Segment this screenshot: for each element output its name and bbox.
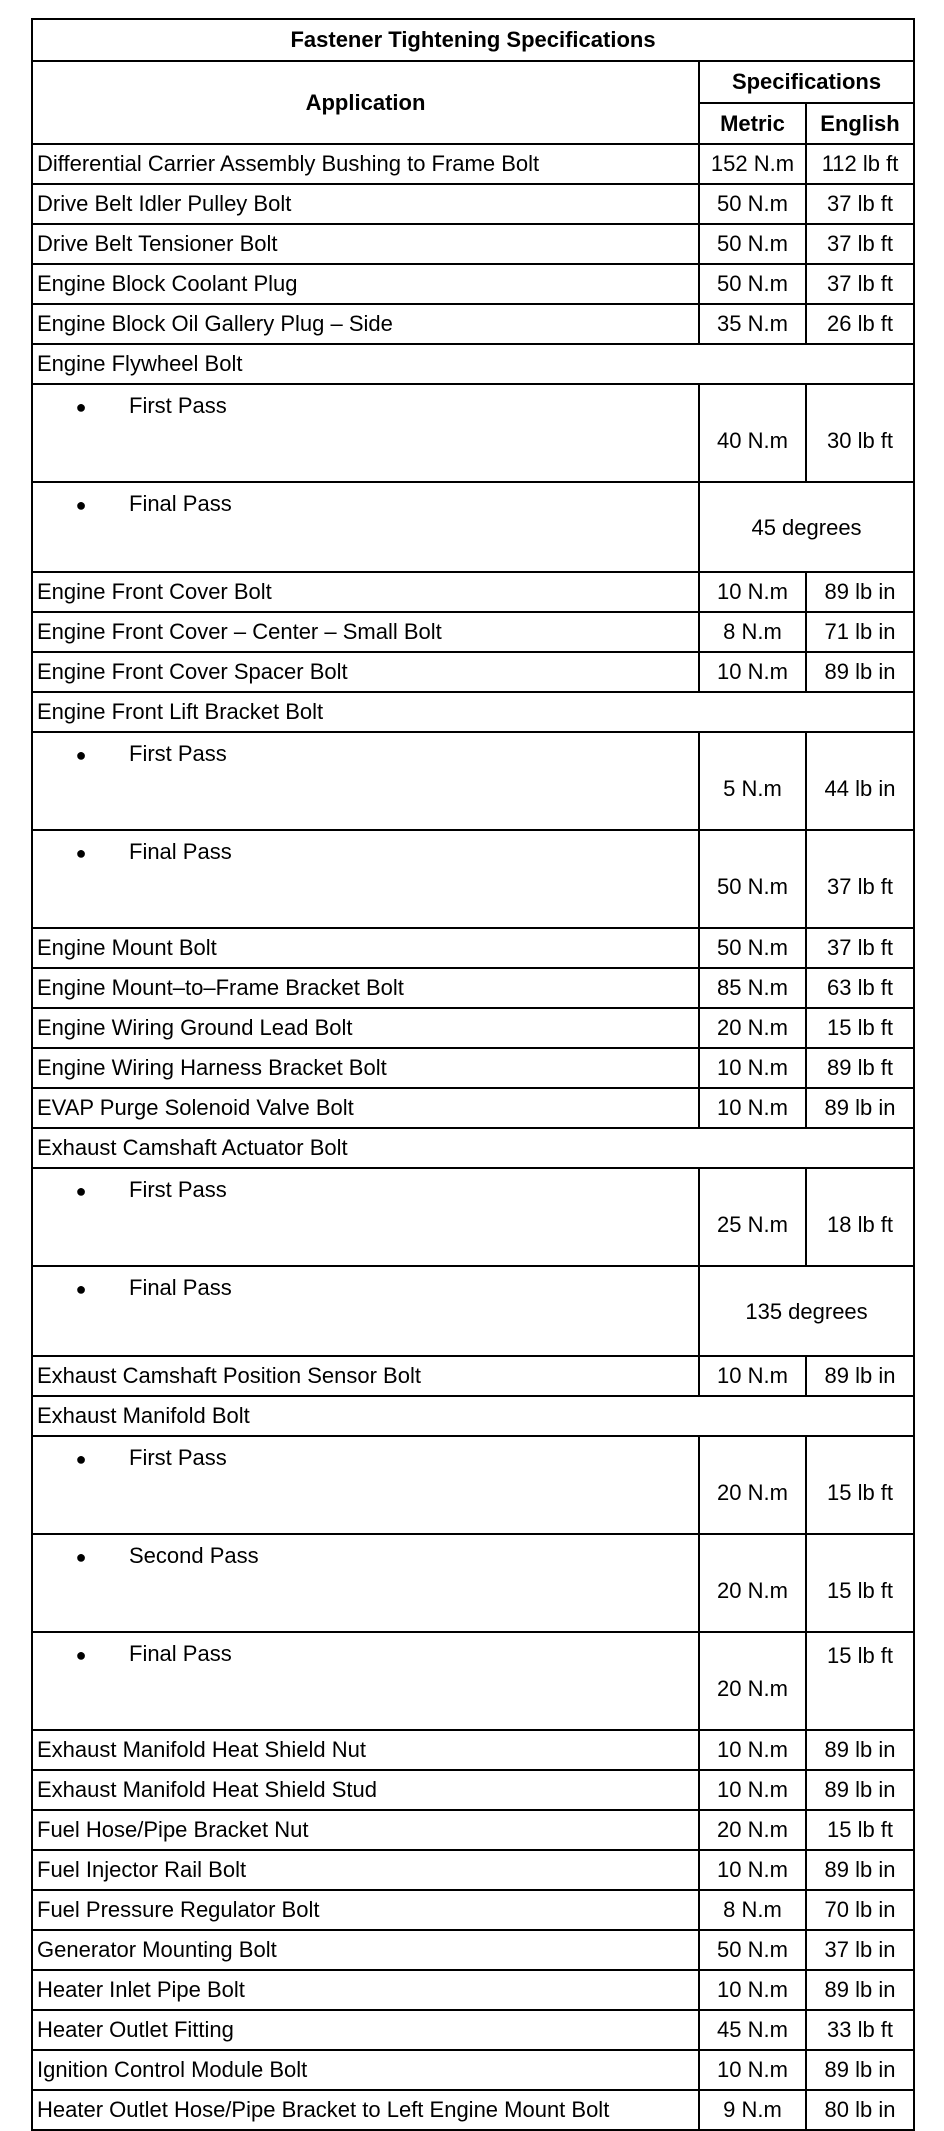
group-label: Exhaust Camshaft Actuator Bolt (32, 1128, 914, 1168)
metric-cell: 20 N.m (699, 1810, 806, 1850)
application-cell: Exhaust Camshaft Position Sensor Bolt (32, 1356, 699, 1396)
english-cell: 37 lb ft (806, 184, 914, 224)
table-row (32, 184, 914, 224)
pass-row (32, 1436, 914, 1534)
header-metric: Metric (699, 103, 806, 144)
english-cell: 18 lb ft (806, 1168, 914, 1266)
table-row (32, 144, 914, 184)
header-english: English (806, 103, 914, 144)
metric-cell: 8 N.m (699, 612, 806, 652)
english-cell: 89 lb in (806, 572, 914, 612)
table-row (32, 224, 914, 264)
english-cell: 71 lb in (806, 612, 914, 652)
bullet-icon: ● (75, 397, 87, 417)
pass-cell (32, 1168, 699, 1266)
group-label: Engine Flywheel Bolt (32, 344, 914, 384)
pass-cell (32, 732, 699, 830)
table-row (32, 928, 914, 968)
metric-cell: 9 N.m (699, 2090, 806, 2130)
metric-cell: 10 N.m (699, 2050, 806, 2090)
metric-cell: 50 N.m (699, 224, 806, 264)
table-row (32, 652, 914, 692)
pass-row (32, 732, 914, 830)
metric-cell: 5 N.m (699, 732, 806, 830)
english-cell: 33 lb ft (806, 2010, 914, 2050)
table-body (32, 144, 914, 2130)
metric-cell: 50 N.m (699, 184, 806, 224)
group-header-row (32, 1396, 914, 1436)
application-cell: Engine Mount–to–Frame Bracket Bolt (32, 968, 699, 1008)
pass-cell (32, 1266, 699, 1356)
table-row (32, 2050, 914, 2090)
english-cell: 15 lb ft (806, 1632, 914, 1730)
application-cell: Exhaust Manifold Heat Shield Stud (32, 1770, 699, 1810)
application-cell: Exhaust Manifold Heat Shield Nut (32, 1730, 699, 1770)
english-cell: 37 lb ft (806, 264, 914, 304)
application-cell: Generator Mounting Bolt (32, 1930, 699, 1970)
metric-cell: 10 N.m (699, 1356, 806, 1396)
application-cell: Engine Front Cover Spacer Bolt (32, 652, 699, 692)
pass-label: Final Pass (129, 1275, 232, 1300)
pass-label: Second Pass (129, 1543, 259, 1568)
angle-cell: 135 degrees (699, 1266, 914, 1356)
english-cell: 89 lb in (806, 1850, 914, 1890)
metric-cell: 85 N.m (699, 968, 806, 1008)
metric-cell: 10 N.m (699, 652, 806, 692)
bullet-icon: ● (75, 745, 87, 765)
pass-label: First Pass (129, 1445, 227, 1470)
pass-label: Final Pass (129, 1641, 232, 1666)
metric-cell: 20 N.m (699, 1534, 806, 1632)
table-row (32, 572, 914, 612)
metric-cell: 152 N.m (699, 144, 806, 184)
metric-cell: 50 N.m (699, 1930, 806, 1970)
table-row (32, 612, 914, 652)
metric-cell: 40 N.m (699, 384, 806, 482)
pass-row (32, 830, 914, 928)
fastener-spec-table (31, 18, 915, 2131)
bullet-icon: ● (75, 1645, 87, 1665)
english-cell: 15 lb ft (806, 1534, 914, 1632)
english-cell: 112 lb ft (806, 144, 914, 184)
english-cell: 37 lb ft (806, 830, 914, 928)
metric-cell: 10 N.m (699, 1970, 806, 2010)
english-cell: 89 lb in (806, 1730, 914, 1770)
header-application: Application (32, 61, 699, 144)
bullet-icon: ● (75, 1279, 87, 1299)
metric-cell: 20 N.m (699, 1632, 806, 1730)
group-header-row (32, 344, 914, 384)
metric-cell: 10 N.m (699, 1048, 806, 1088)
english-cell: 37 lb ft (806, 224, 914, 264)
metric-cell: 20 N.m (699, 1008, 806, 1048)
application-cell: Fuel Pressure Regulator Bolt (32, 1890, 699, 1930)
bullet-icon: ● (75, 843, 87, 863)
pass-cell (32, 482, 699, 572)
table-row (32, 1730, 914, 1770)
group-header-row (32, 1128, 914, 1168)
application-cell: Heater Outlet Fitting (32, 2010, 699, 2050)
english-cell: 37 lb in (806, 1930, 914, 1970)
english-cell: 63 lb ft (806, 968, 914, 1008)
application-cell: Heater Inlet Pipe Bolt (32, 1970, 699, 2010)
table-row (32, 264, 914, 304)
table-row (32, 1356, 914, 1396)
english-cell: 89 lb in (806, 2050, 914, 2090)
metric-cell: 45 N.m (699, 2010, 806, 2050)
pass-cell (32, 384, 699, 482)
table-row (32, 1008, 914, 1048)
table-row (32, 2090, 914, 2130)
pass-cell (32, 1632, 699, 1730)
group-header-row (32, 692, 914, 732)
english-cell: 26 lb ft (806, 304, 914, 344)
pass-row (32, 384, 914, 482)
group-label: Exhaust Manifold Bolt (32, 1396, 914, 1436)
pass-label: First Pass (129, 741, 227, 766)
angle-cell: 45 degrees (699, 482, 914, 572)
table-row (32, 1970, 914, 2010)
metric-cell: 10 N.m (699, 1730, 806, 1770)
metric-cell: 35 N.m (699, 304, 806, 344)
header-specifications: Specifications (699, 61, 914, 103)
table-row (32, 1810, 914, 1850)
table-row (32, 1088, 914, 1128)
english-cell: 15 lb ft (806, 1436, 914, 1534)
application-cell: Engine Wiring Ground Lead Bolt (32, 1008, 699, 1048)
application-cell: Engine Front Cover Bolt (32, 572, 699, 612)
application-cell: Fuel Hose/Pipe Bracket Nut (32, 1810, 699, 1850)
application-cell: Differential Carrier Assembly Bushing to Frame Bolt (32, 144, 699, 184)
pass-row (32, 482, 914, 572)
application-cell: Heater Outlet Hose/Pipe Bracket to Left Engine Mount Bolt (32, 2090, 699, 2130)
application-cell: Engine Block Oil Gallery Plug – Side (32, 304, 699, 344)
metric-cell: 10 N.m (699, 572, 806, 612)
table-title: Fastener Tightening Specifications (32, 19, 914, 61)
application-cell: EVAP Purge Solenoid Valve Bolt (32, 1088, 699, 1128)
english-cell: 89 lb in (806, 1770, 914, 1810)
application-cell: Ignition Control Module Bolt (32, 2050, 699, 2090)
application-cell: Engine Wiring Harness Bracket Bolt (32, 1048, 699, 1088)
english-cell: 15 lb ft (806, 1008, 914, 1048)
table-row (32, 304, 914, 344)
pass-cell (32, 830, 699, 928)
pass-row (32, 1266, 914, 1356)
group-label: Engine Front Lift Bracket Bolt (32, 692, 914, 732)
application-cell: Engine Block Coolant Plug (32, 264, 699, 304)
metric-cell: 20 N.m (699, 1436, 806, 1534)
english-cell: 89 lb in (806, 1970, 914, 2010)
english-cell: 70 lb in (806, 1890, 914, 1930)
metric-cell: 50 N.m (699, 264, 806, 304)
table-row (32, 1930, 914, 1970)
metric-cell: 10 N.m (699, 1088, 806, 1128)
pass-label: Final Pass (129, 839, 232, 864)
application-cell: Engine Front Cover – Center – Small Bolt (32, 612, 699, 652)
bullet-icon: ● (75, 495, 87, 515)
pass-cell (32, 1534, 699, 1632)
metric-cell: 25 N.m (699, 1168, 806, 1266)
metric-cell: 10 N.m (699, 1770, 806, 1810)
english-cell: 89 lb ft (806, 1048, 914, 1088)
table-row (32, 1770, 914, 1810)
metric-cell: 50 N.m (699, 928, 806, 968)
pass-row (32, 1534, 914, 1632)
english-cell: 15 lb ft (806, 1810, 914, 1850)
bullet-icon: ● (75, 1181, 87, 1201)
table-row (32, 1850, 914, 1890)
english-cell: 89 lb in (806, 652, 914, 692)
application-cell: Engine Mount Bolt (32, 928, 699, 968)
pass-label: First Pass (129, 393, 227, 418)
application-cell: Drive Belt Idler Pulley Bolt (32, 184, 699, 224)
pass-label: First Pass (129, 1177, 227, 1202)
metric-cell: 10 N.m (699, 1850, 806, 1890)
bullet-icon: ● (75, 1449, 87, 1469)
english-cell: 30 lb ft (806, 384, 914, 482)
table-row (32, 2010, 914, 2050)
pass-cell (32, 1436, 699, 1534)
table-row (32, 1048, 914, 1088)
pass-row (32, 1168, 914, 1266)
table-row (32, 968, 914, 1008)
bullet-icon: ● (75, 1547, 87, 1567)
english-cell: 37 lb ft (806, 928, 914, 968)
application-cell: Drive Belt Tensioner Bolt (32, 224, 699, 264)
metric-cell: 8 N.m (699, 1890, 806, 1930)
table-row (32, 1890, 914, 1930)
english-cell: 89 lb in (806, 1088, 914, 1128)
english-cell: 44 lb in (806, 732, 914, 830)
pass-label: Final Pass (129, 491, 232, 516)
pass-row (32, 1632, 914, 1730)
english-cell: 80 lb in (806, 2090, 914, 2130)
application-cell: Fuel Injector Rail Bolt (32, 1850, 699, 1890)
metric-cell: 50 N.m (699, 830, 806, 928)
english-cell: 89 lb in (806, 1356, 914, 1396)
